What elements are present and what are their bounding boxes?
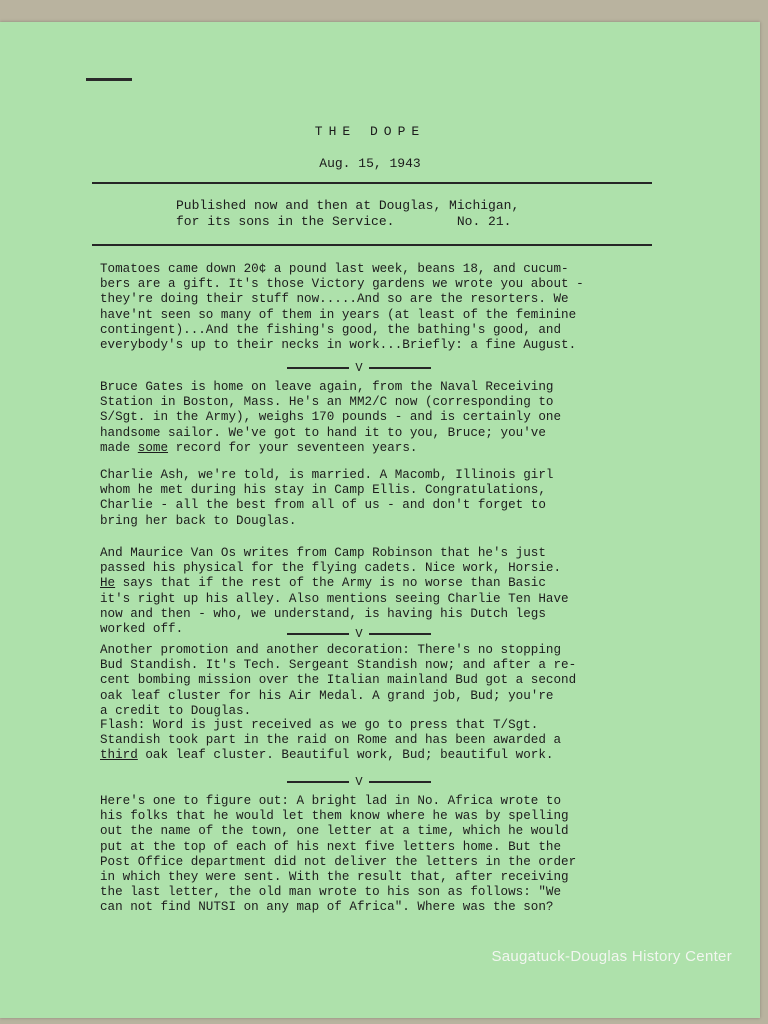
paragraph-text: Here's one to figure out: A bright lad in No. Africa wrote to his folks that he would let them know where he was by spelling out the name of the town, one letter at a time, which he would put at the top of each of his next five letters home. But the Post Office department did not deliver the letters in the order in which they were sent. With the result that, after receiving the last letter, the old man wrote to his son as follows: "We can not find NUTSI on any map of Africa". Where was the son? xyxy=(100,794,577,915)
separator-line xyxy=(287,633,349,635)
section-separator xyxy=(284,775,434,789)
paragraph-bruce-gates xyxy=(100,380,670,456)
archive-watermark: Saugatuck-Douglas History Center xyxy=(491,948,732,965)
text-segment: says that if the rest of the Army is no worse than Basic it's right up his alley. Also mentions seeing Charlie Ten Have now and then - who, we understand, is having his Dutch legs worked off. xyxy=(100,576,569,637)
paragraph-tomatoes xyxy=(100,262,670,353)
header-rule-bottom xyxy=(92,244,652,246)
separator-line xyxy=(287,781,349,783)
issue-date: Aug. 15, 1943 xyxy=(319,156,421,171)
section-separator xyxy=(284,361,434,375)
paragraph-charlie-ash xyxy=(100,468,670,529)
text-segment: Flash: Word is just received as we go to press that T/Sgt. Standish took part in the raid on Rome and has been awarded a xyxy=(100,718,562,748)
separator-line xyxy=(287,367,349,369)
paragraph-text xyxy=(100,380,670,456)
text-segment: oak leaf cluster. Beautiful work, Bud; beautiful work. xyxy=(137,748,554,763)
paragraph-text: Another promotion and another decoration: There's no stopping Bud Standish. It's Tech. Sergeant Standish now; and after a re- cent bombing mission over the Italian mainland Bud got a second oak leaf cluster for his Air Medal. A grand job, Bud; you're a credit to Douglas. xyxy=(100,643,577,718)
text-segment: And Maurice Van Os writes from Camp Robinson that he's just passed his physical for the flying cadets. Nice work, Horsie. xyxy=(100,546,562,576)
separator-line xyxy=(369,633,431,635)
underlined-word: He xyxy=(100,576,116,591)
separator-line xyxy=(369,367,431,369)
paragraph-text xyxy=(100,718,670,764)
masthead xyxy=(176,198,596,230)
paragraph-text xyxy=(100,546,670,637)
separator-v: V xyxy=(355,361,363,375)
separator-v: V xyxy=(355,775,363,789)
masthead-line-2: for its sons in the Service. No. 21. xyxy=(176,214,512,229)
paragraph-text: Tomatoes came down 20¢ a pound last week, beans 18, and cucum- bers are a gift. It's those Victory gardens we wrote you about - they're doing their stuff now.....And so are the resorters. We have'nt seen so many of them in years (at least of the feminine contingent)...And the fishing's good, the bathing's good, and everybody's up to their necks in work...Briefly: a fine August. xyxy=(100,262,584,353)
underlined-word: third xyxy=(100,748,138,763)
paragraph-maurice-van-os xyxy=(100,546,670,637)
paragraph-text: Charlie Ash, we're told, is married. A Macomb, Illinois girl whom he met during his stay in Camp Ellis. Congratulations, Charlie - all the best from all of us - and don't forget to bring her back to Douglas. xyxy=(100,468,554,528)
typed-dash-mark xyxy=(86,78,132,81)
separator-v: V xyxy=(355,627,363,641)
header-rule-top xyxy=(92,182,652,184)
paragraph-flash xyxy=(100,718,670,764)
newsletter-title: THE DOPE xyxy=(314,124,426,139)
text-segment: record for your seventeen years. xyxy=(168,440,418,455)
section-separator xyxy=(284,627,434,641)
paragraph-puzzle xyxy=(100,794,670,916)
paragraph-bud-standish xyxy=(100,643,670,719)
underlined-word: some xyxy=(137,440,169,455)
masthead-line-1: Published now and then at Douglas, Michigan, xyxy=(176,198,520,213)
separator-line xyxy=(369,781,431,783)
text-segment: Bruce Gates is home on leave again, from the Naval Receiving Station in Boston, Mass. He's an MM2/C now (corresponding to S/Sgt. in the Army), weighs 170 pounds - and is certainly one handsome sailor. We've got to hand it to you, Bruce; you've made xyxy=(100,380,562,455)
